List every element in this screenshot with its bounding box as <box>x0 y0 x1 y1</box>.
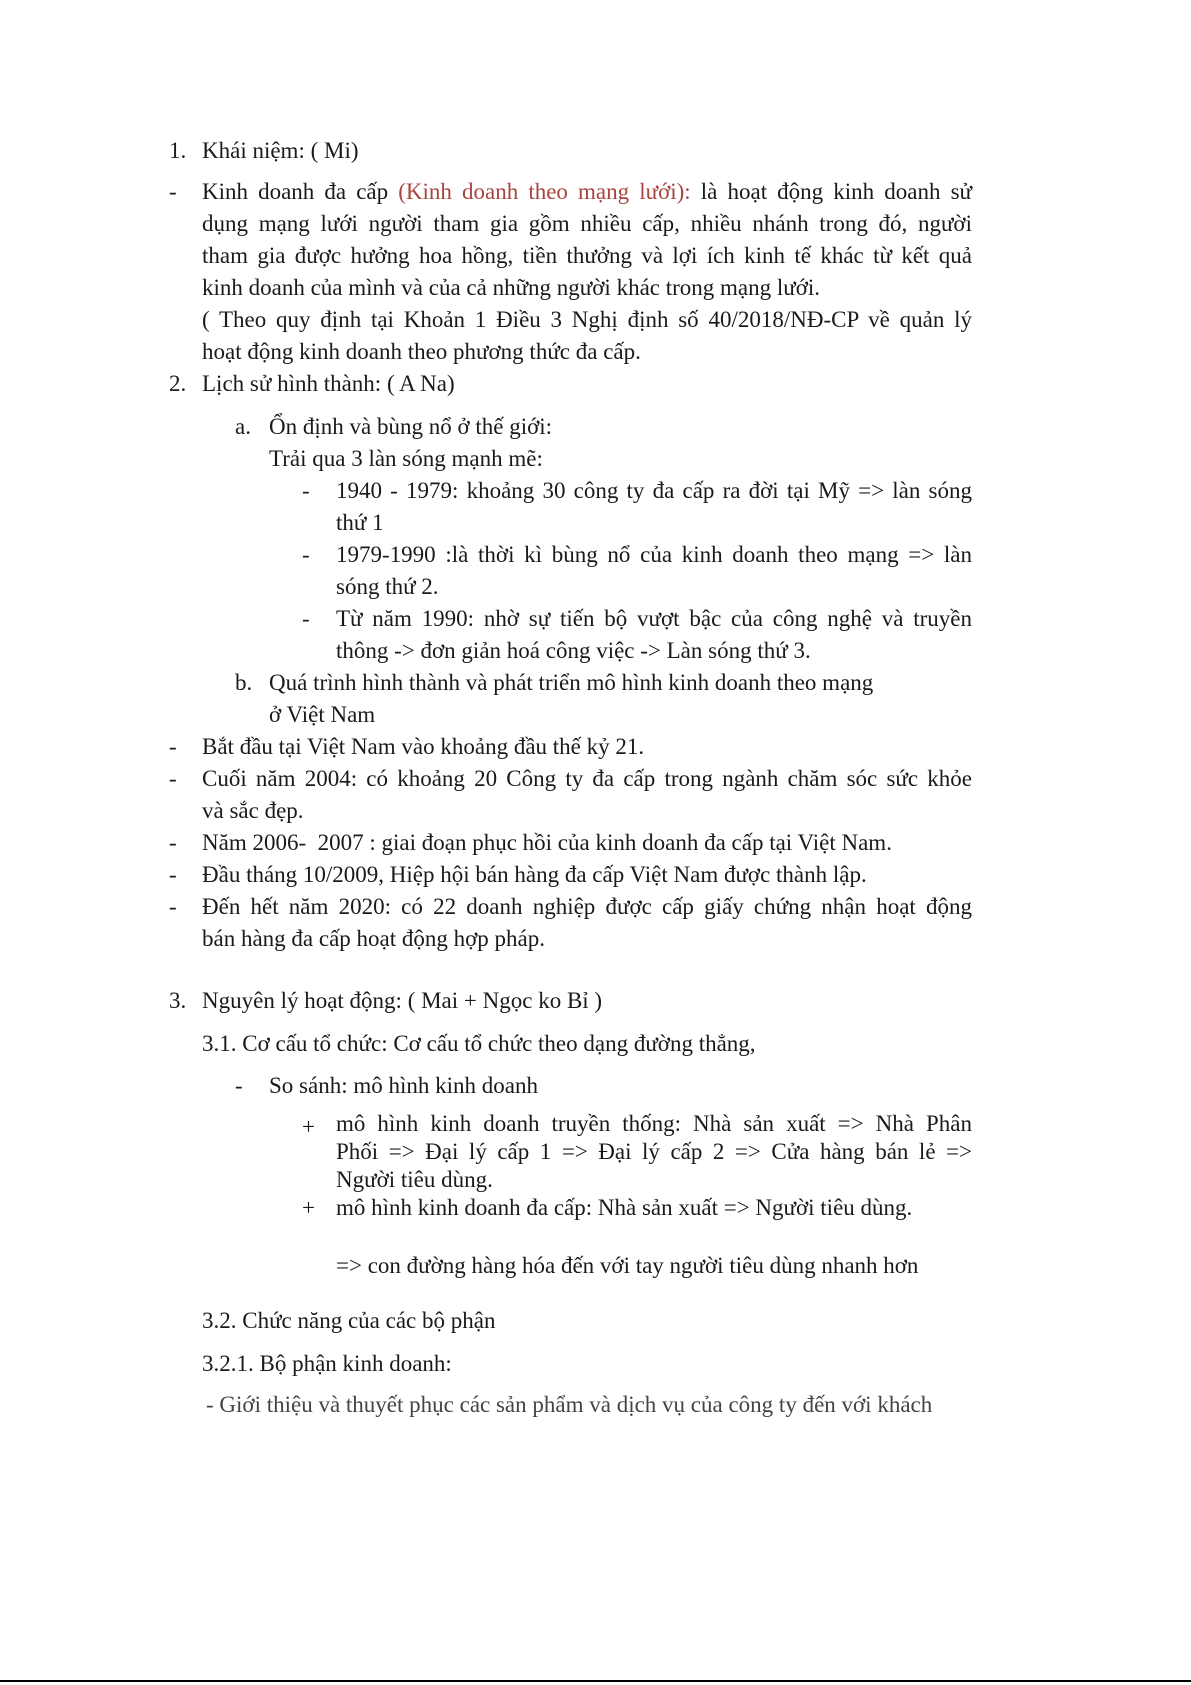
model-conclusion: => con đường hàng hóa đến với tay người tiêu dùng nhanh hơn <box>336 1253 919 1278</box>
vietnam-item-3: Năm 2006- 2007 : giai đoạn phục hồi của kinh doanh đa cấp tại Việt Nam. <box>202 830 892 855</box>
subsection-a-label: a. <box>235 414 251 439</box>
subsection-3-2-1: 3.2.1. Bộ phận kinh doanh: <box>202 1351 452 1376</box>
bullet-dash: - <box>169 862 177 887</box>
bullet-dash: - <box>169 734 177 759</box>
sales-dept-item-1: - Giới thiệu và thuyết phục các sản phẩm và dịch vụ của công ty đến với khách <box>206 1392 933 1417</box>
section-3-heading: Nguyên lý hoạt động: ( Mai + Ngọc ko Bỉ ) <box>202 988 603 1013</box>
bullet-dash: - <box>302 542 310 567</box>
vietnam-item-2-line-1: Cuối năm 2004: có khoảng 20 Công ty đa cấp trong ngành chăm sóc sức khỏe <box>202 766 972 791</box>
wave-2-line-2: sóng thứ 2. <box>336 574 439 599</box>
bullet-dash: - <box>302 606 310 631</box>
page-bottom-rule <box>0 1680 1191 1682</box>
subsection-3-1: 3.1. Cơ cấu tổ chức: Cơ cấu tổ chức theo dạng đường thẳng, <box>202 1031 756 1056</box>
definition-highlight: (Kinh doanh theo mạng lưới): <box>398 179 691 204</box>
definition-tail: là hoạt động kinh doanh sử <box>690 179 973 204</box>
section-1-number: 1. <box>169 138 187 163</box>
wave-3-line-1: Từ năm 1990: nhờ sự tiến bộ vượt bậc của công nghệ và truyền <box>336 606 972 631</box>
section-1-heading: Khái niệm: ( Mi) <box>202 138 359 163</box>
wave-1-line-1: 1940 - 1979: khoảng 30 công ty đa cấp ra đời tại Mỹ => làn sóng <box>336 478 972 503</box>
compare-title: So sánh: mô hình kinh doanh <box>269 1073 538 1098</box>
bullet-dash: - <box>169 766 177 791</box>
traditional-model-line-3: Người tiêu dùng. <box>336 1167 493 1192</box>
section-2-heading: Lịch sử hình thành: ( A Na) <box>202 371 455 396</box>
bullet-dash: - <box>302 478 310 503</box>
vietnam-item-1: Bắt đầu tại Việt Nam vào khoảng đầu thế kỷ 21. <box>202 734 645 759</box>
definition-line-3: tham gia được hưởng hoa hồng, tiền thưởng và lợi ích kinh tế khác từ kết quả <box>202 243 972 268</box>
bullet-plus: + <box>302 1114 315 1139</box>
subsection-b-title-line-2: ở Việt Nam <box>269 702 376 727</box>
vietnam-item-5-line-1: Đến hết năm 2020: có 22 doanh nghiệp được cấp giấy chứng nhận hoạt động <box>202 894 972 919</box>
multilevel-model: mô hình kinh doanh đa cấp: Nhà sản xuất => Người tiêu dùng. <box>336 1195 913 1220</box>
wave-2-line-1: 1979-1990 :là thời kì bùng nổ của kinh doanh theo mạng => làn <box>336 542 972 567</box>
bullet-dash: - <box>169 179 177 204</box>
subsection-3-2: 3.2. Chức năng của các bộ phận <box>202 1308 496 1333</box>
reference-line-1: ( Theo quy định tại Khoản 1 Điều 3 Nghị định số 40/2018/NĐ-CP về quản lý <box>202 307 972 332</box>
wave-1-line-2: thứ 1 <box>336 510 384 535</box>
bullet-plus: + <box>302 1195 315 1220</box>
subsection-a-title: Ổn định và bùng nổ ở thế giới: <box>269 414 553 439</box>
bullet-dash: - <box>169 830 177 855</box>
subsection-b-label: b. <box>235 670 253 695</box>
section-2-number: 2. <box>169 371 187 396</box>
traditional-model-line-2: Phối => Đại lý cấp 1 => Đại lý cấp 2 => Cửa hàng bán lẻ => <box>336 1139 972 1164</box>
definition-line-4: kinh doanh của mình và của cả những người khác trong mạng lưới. <box>202 275 821 300</box>
bullet-dash: - <box>169 894 177 919</box>
subsection-a-intro: Trải qua 3 làn sóng mạnh mẽ: <box>269 446 543 471</box>
vietnam-item-4: Đầu tháng 10/2009, Hiệp hội bán hàng đa cấp Việt Nam được thành lập. <box>202 862 867 887</box>
subsection-b-title-line-1: Quá trình hình thành và phát triển mô hình kinh doanh theo mạng <box>269 670 874 695</box>
wave-3-line-2: thông -> đơn giản hoá công việc -> Làn sóng thứ 3. <box>336 638 811 663</box>
definition-line-2: dụng mạng lưới người tham gia gồm nhiều cấp, nhiều nhánh trong đó, người <box>202 211 972 236</box>
definition-line-1 <box>202 175 972 209</box>
definition-lead: Kinh doanh đa cấp <box>202 179 399 204</box>
vietnam-item-5-line-2: bán hàng đa cấp hoạt động hợp pháp. <box>202 926 546 951</box>
vietnam-item-2-line-2: và sắc đẹp. <box>202 798 304 823</box>
bullet-dash: - <box>235 1073 243 1098</box>
reference-line-2: hoạt động kinh doanh theo phương thức đa cấp. <box>202 339 641 364</box>
section-3-number: 3. <box>169 988 187 1013</box>
traditional-model-line-1: mô hình kinh doanh truyền thống: Nhà sản xuất => Nhà Phân <box>336 1111 972 1136</box>
